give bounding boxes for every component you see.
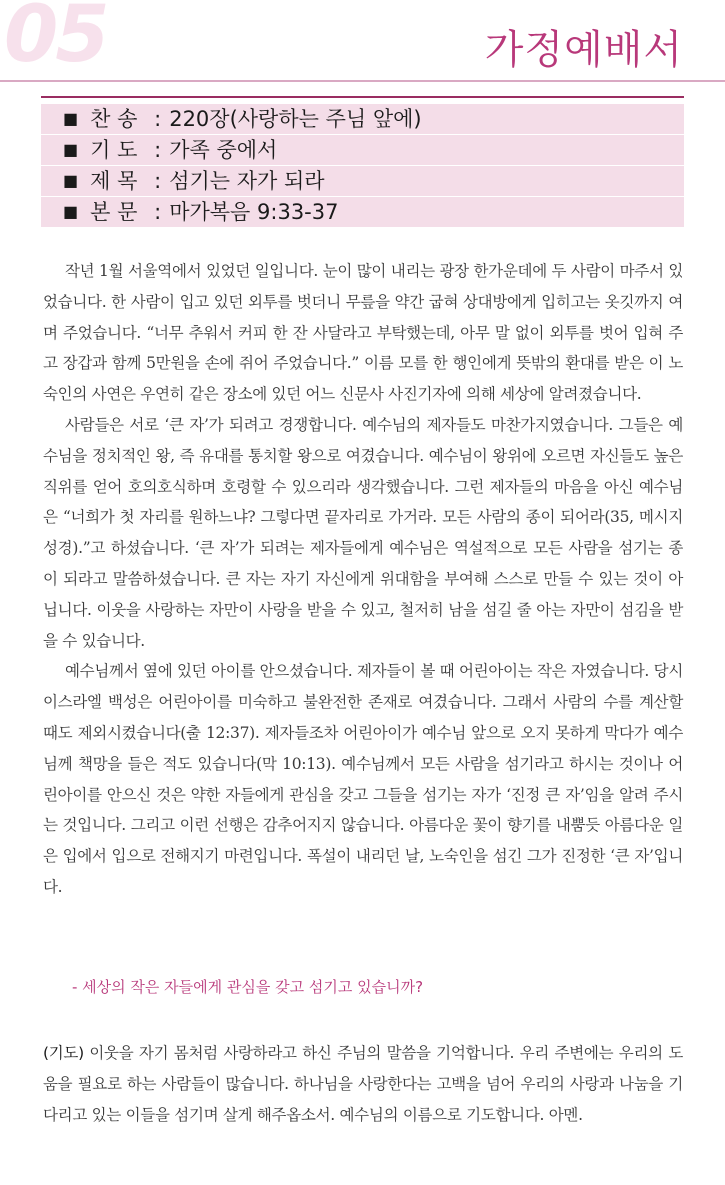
info-label: 본 문 <box>90 200 138 224</box>
info-row-scripture <box>41 197 684 227</box>
page-number: 05 <box>4 0 107 80</box>
info-label: 제 목 <box>90 169 138 193</box>
bullet-icon: ■ <box>63 171 79 190</box>
section-title: 가정예배서 <box>484 27 683 73</box>
info-colon: : <box>154 107 162 131</box>
title-rule <box>0 80 725 82</box>
info-colon: : <box>154 169 162 193</box>
bullet-icon: ■ <box>63 109 79 128</box>
info-row-prayer <box>41 135 684 165</box>
info-row-title <box>41 166 684 196</box>
body-paragraph: 예수님께서 옆에 있던 아이를 안으셨습니다. 제자들이 볼 때 어린아이는 작은 자였습니다. 당시 이스라엘 백성은 어린아이를 미숙하고 불완전한 존재로 여겼습니다. 그래서 사람의 수를 계산할 때도 제외시켰습니다(출 12:37). 제자들조차 어린아이가 예수님 앞으로 오지 못하게 막다가 예수님께 책망을 들은 적도 있습니다(막 10:13). 예수님께서 모든 사람을 섬기라고 하시는 것이나 어린아이를 안으신 것은 약한 자들에게 관심을 갖고 그들을 섬기는 자가 ‘진정 큰 자’임을 알려 주시는 것입니다. 그리고 이런 선행은 감추어지지 않습니다. 아름다운 꽃이 향기를 내뿜듯 아름다운 일은 입에서 입으로 전해지기 마련입니다. 폭설이 내리던 날, 노숙인을 섬긴 그가 진정한 ‘큰 자’입니다. <box>43 662 683 896</box>
bullet-icon: ■ <box>63 140 79 159</box>
reflection-question: - 세상의 작은 자들에게 관심을 갖고 섬기고 있습니까? <box>72 978 424 996</box>
info-box <box>41 96 684 228</box>
info-value: 220장(사랑하는 주님 앞에) <box>169 107 422 131</box>
info-value: 마가복음 9:33-37 <box>169 200 339 224</box>
prayer-text: 이웃을 자기 몸처럼 사랑하라고 하신 주님의 말씀을 기억합니다. 우리 주변에는 우리의 도움을 필요로 하는 사람들이 많습니다. 하나님을 사랑한다는 고백을 넘어 우리의 사랑과 나눔을 기다리고 있는 이들을 섬기며 살게 해주옵소서. 예수님의 이름으로 기도합니다. 아멘. <box>43 1044 683 1124</box>
info-label: 찬 송 <box>90 107 138 131</box>
prayer-label: (기도) <box>43 1044 84 1062</box>
body-paragraph: 작년 1월 서울역에서 있었던 일입니다. 눈이 많이 내리는 광장 한가운데에 두 사람이 마주서 있었습니다. 한 사람이 입고 있던 외투를 벗더니 무릎을 약간 굽혀 상대방에게 입히고는 옷깃까지 여며 주었습니다. “너무 추워서 커피 한 잔 사달라고 부탁했는데, 아무 말 없이 외투를 벗어 입혀 주고 장갑과 함께 5만원을 손에 쥐어 주었습니다.” 이름 모를 한 행인에게 뜻밖의 환대를 받은 이 노숙인의 사연은 우연히 같은 장소에 있던 어느 신문사 사진기자에 의해 세상에 알려졌습니다. <box>43 262 683 404</box>
sermon-body <box>43 256 683 903</box>
info-row-hymn <box>41 104 684 134</box>
info-value: 섬기는 자가 되라 <box>169 169 325 193</box>
info-value: 가족 중에서 <box>169 138 278 162</box>
body-paragraph: 사람들은 서로 ‘큰 자’가 되려고 경쟁합니다. 예수님의 제자들도 마찬가지였습니다. 그들은 예수님을 정치적인 왕, 즉 유대를 통치할 왕으로 여겼습니다. 예수님이 왕위에 오르면 자신들도 높은 직위를 얻어 호의호식하며 호령할 수 있으리라 생각했습니다. 그런 제자들의 마음을 아신 예수님은 “너희가 첫 자리를 원하느냐? 그렇다면 끝자리로 가거라. 모든 사람의 종이 되어라(35, 메시지성경).”고 하셨습니다. ‘큰 자’가 되려는 제자들에게 예수님은 역설적으로 모든 사람을 섬기는 종이 되라고 말씀하셨습니다. 큰 자는 자기 자신에게 위대함을 부여해 스스로 만들 수 있는 것이 아닙니다. 이웃을 사랑하는 자만이 사랑을 받을 수 있고, 철저히 남을 섬길 줄 아는 자만이 섬김을 받을 수 있습니다. <box>43 415 683 650</box>
info-colon: : <box>154 200 162 224</box>
bullet-icon: ■ <box>63 202 79 221</box>
info-label: 기 도 <box>90 138 138 162</box>
info-colon: : <box>154 138 162 162</box>
closing-prayer <box>43 1038 683 1130</box>
